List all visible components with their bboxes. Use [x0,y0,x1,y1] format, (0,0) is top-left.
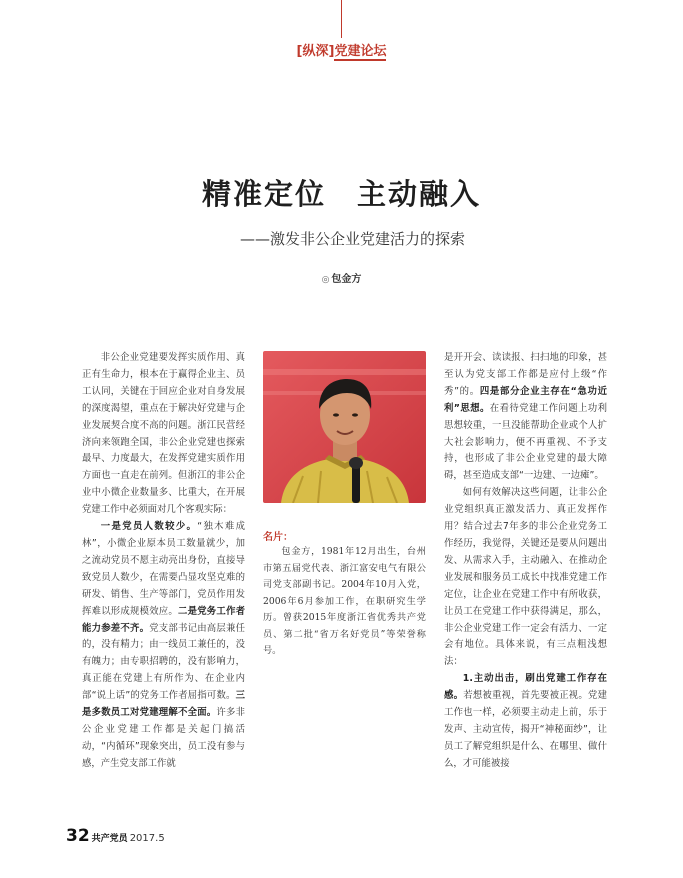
author-name: 包金方 [331,274,362,285]
paragraph: 如何有效解决这些问题，让非公企业党组织真正激发活力、真正发挥作用？结合过去7年多的非公企业党务工作经历，我觉得，关键还是要从问题出发、从需求入手，主动融入、在推动企业发展和服务员工成长中找准党建工作定位，让企业在党建工作中有所收获，让员工在党建工作中获得满足，那么，非公企业党建工作一定会有活力、一定会有地位。具体来说，有三点粗浅想法： [444,487,607,668]
section-name: 党建论坛 [334,44,387,59]
paragraph: 非公企业党建要发挥实质作用、真正有生命力，根本在于赢得企业主、员工认同，关键在于回应企业对自身发展的深度渴望，重点在于解决好党建与企业发展契合度不高的问题。浙江民营经济向来领跑全国，非公企业党建也探索最早、力度最大，在发挥党建实质作用方面也一直走在前列。但浙江的非公企业中小微企业数量多、比重大，在开展党建工作中必须面对几个客观实际： [82,352,245,516]
paragraph [82,519,245,773]
paragraph-text: 在看待党建工作问题上功利思想较重，一旦没能帮助企业或个人扩大社会影响力，便不再重视、不予支持，也形成了非公企业党建的最大障碍，甚至造成支部“一边建、一边瘫”。 [444,402,607,482]
author-line [0,270,683,285]
column-bracket-tag: [纵深] [296,44,335,59]
magazine-name: 共产党员 [91,834,128,844]
paragraph-text: 若想被重视，首先要被正视。党建工作也一样，必须要主动走上前，乐于发声、主动宣传，揭开“神秘面纱”，让员工了解党组织是什么、在哪里、做什么，才可能被接 [444,690,607,769]
issue-number: 2017.5 [129,833,165,844]
top-divider [341,0,342,38]
portrait-illustration [263,351,426,503]
page-footer [66,826,165,846]
author-mark-icon: ◎ [321,275,330,285]
bold-point: 1.主动出击，刷出党建工作存在感。 [444,673,607,702]
paragraph-text: 许多非公企业党建工作都是关起门搞活动，“内循环”现象突出，员工没有参与感，产生党支部工作就 [82,707,245,769]
bold-point: 四是部分企业主存在“急功近利”思想。 [444,385,607,414]
bold-point: 二是党务工作者能力参差不齐。 [82,605,245,634]
section-tag [0,40,683,59]
bold-point: 一是党员人数较少。 [100,521,198,533]
article-subtitle: ——激发非公企业党建活力的探索 [240,230,466,248]
paragraph [444,350,607,485]
author-bio-caption [263,544,426,660]
paragraph-text: “独木难成林”，小微企业原本员工数量就少，加之流动党员不愿主动亮出身份，直接导致党员人数少，在需要凸显攻坚克难的研发、销售、生产等部门，党员作用发挥难以形成规模效应。 [82,521,245,617]
author-photo [263,351,426,503]
paragraph-text: 是开开会、读读报、扫扫地的印象，甚至认为党支部工作都是应付上级“作秀”的。 [444,352,607,397]
caption-text: 包金方，1981年12月出生，台州市第五届党代表、浙江富安电气有限公司党支部副书记。2004年10月入党，2006年6月参加工作，在职研究生学历。曾获2015年度浙江省优秀共产党员、第二批“省万名好党员”等荣誉称号。 [263,546,426,656]
article-title: 精准定位 主动融入 [201,177,481,211]
page-number: 32 [66,826,90,846]
bold-point: 三是多数员工对党建理解不全面。 [82,690,245,719]
right-column [444,350,607,850]
caption-label: 名片： [263,532,293,543]
left-column [82,350,245,825]
paragraph [444,671,607,772]
paragraph-text: 党支部书记由高层兼任的，没有精力；由一线员工兼任的，没有魄力；由专职招聘的，没有影响力，真正能在党建上有所作为、在企业内部“说上话”的党务工作者屈指可数。 [82,622,245,702]
